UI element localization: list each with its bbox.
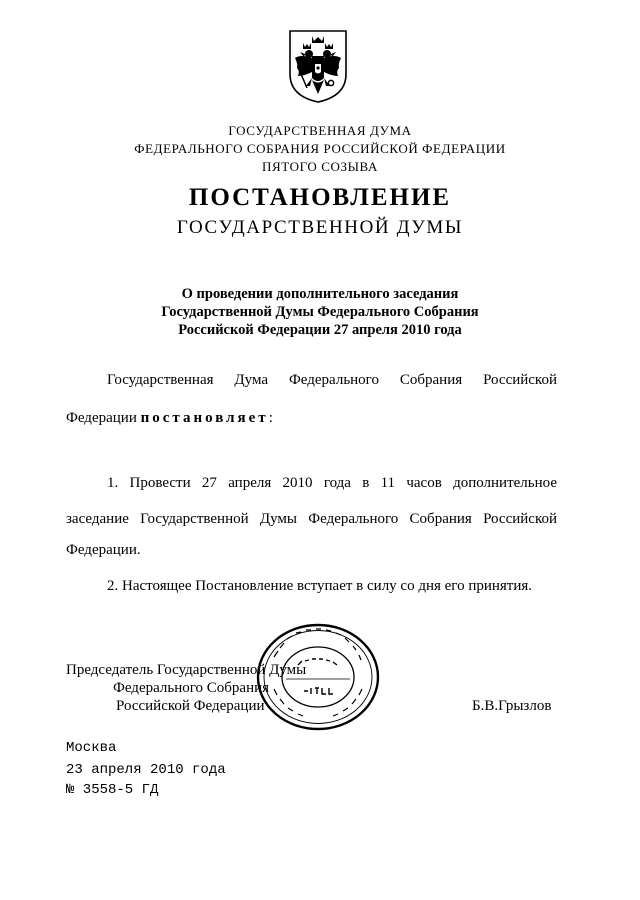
header-line-2: ФЕДЕРАЛЬНОГО СОБРАНИЯ РОССИЙСКОЙ ФЕДЕРАЦИИ — [134, 141, 506, 156]
item-2-line-1: 2. Настоящее Постановление вступает в силу со дня его принятия. — [107, 578, 533, 594]
document-title: ПОСТАНОВЛЕНИЕ — [188, 184, 452, 211]
state-emblem — [287, 28, 349, 104]
signatory-title-line-1: Председатель Государственной Думы — [66, 662, 307, 678]
subject-line-2: Государственной Думы Федерального Собрания — [161, 304, 479, 320]
subject-line-3: Российской Федерации 27 апреля 2010 года — [178, 322, 462, 338]
issue-date: 23 апреля 2010 года — [66, 762, 226, 778]
subject-line-1: О проведении дополнительного заседания — [181, 286, 459, 302]
signatory-title-line-3: Российской Федерации — [116, 698, 265, 714]
signatory-name: Б.В.Грызлов — [472, 698, 552, 714]
preamble-colon: : — [268, 410, 273, 426]
header-line-3: ПЯТОГО СОЗЫВА — [262, 159, 378, 174]
double-headed-eagle-icon — [287, 28, 349, 104]
document-number: № 3558-5 ГД — [66, 782, 159, 798]
header-line-1: ГОСУДАРСТВЕННАЯ ДУМА — [228, 123, 412, 138]
signatory-title-line-2: Федерального Собрания — [113, 680, 270, 696]
preamble-line-1: Государственная Дума Федерального Собрания Российской — [107, 372, 557, 388]
item-1-line-3: Федерации. — [66, 542, 141, 558]
document-subtitle: ГОСУДАРСТВЕННОЙ ДУМЫ — [176, 217, 464, 238]
item-1-line-1: 1. Провести 27 апреля 2010 года в 11 часов дополнительное — [107, 475, 557, 491]
official-stamp — [254, 621, 382, 733]
preamble-line-2 — [66, 410, 273, 427]
round-seal-icon — [254, 621, 382, 733]
resolves-word: постановляет — [140, 410, 269, 426]
city: Москва — [66, 740, 117, 756]
preamble-text: Федерации — [66, 410, 141, 426]
item-1-line-2: заседание Государственной Думы Федерального Собрания Российской — [66, 511, 557, 527]
